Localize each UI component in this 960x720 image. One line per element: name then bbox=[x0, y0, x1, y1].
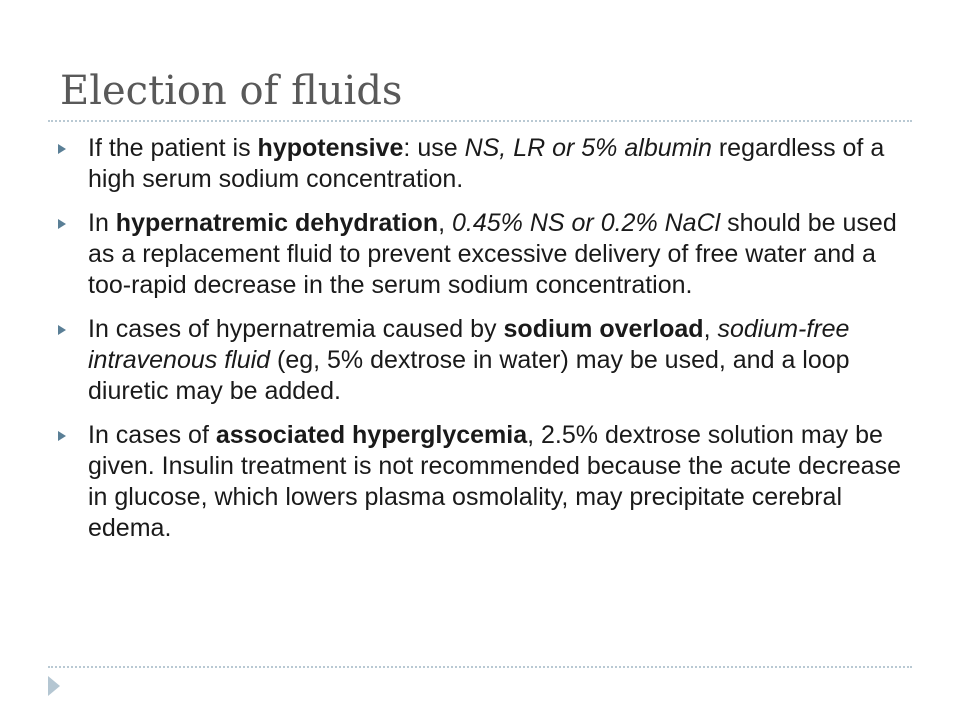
triangle-bullet-icon bbox=[58, 219, 66, 229]
slide-title: Election of fluids bbox=[60, 68, 403, 114]
bullet-text-bold: sodium overload bbox=[503, 315, 704, 343]
bullet-text-part: In cases of bbox=[88, 421, 216, 449]
bullet-text-bold: hypernatremic dehydration bbox=[115, 209, 439, 237]
bullet-text-italic: 0.45% NS or 0.2% NaCl bbox=[452, 209, 721, 237]
bullet-text-bold: hypotensive bbox=[257, 134, 404, 162]
bullet-text-part: , bbox=[703, 315, 718, 343]
bullet-text-italic: NS, LR or 5% albumin bbox=[464, 134, 712, 162]
bullet-text bbox=[88, 209, 897, 299]
play-arrow-icon[interactable] bbox=[48, 676, 60, 696]
bullet-text-part: : use bbox=[403, 134, 465, 162]
bullet-list bbox=[58, 133, 920, 557]
bullet-text-part: , 2.5% dextrose solution may be given. Insulin treatment is not recommended because the acute decrease in glucose, which lowers plasma osmolality, may precipitate cerebral edema. bbox=[88, 421, 901, 542]
triangle-bullet-icon bbox=[58, 325, 66, 335]
bullet-item bbox=[58, 133, 920, 195]
bullet-text-bold: associated hyperglycemia bbox=[215, 421, 528, 449]
bullet-text-part: regardless of a high serum sodium concentration. bbox=[88, 134, 885, 193]
bullet-text-part: should be used as a replacement fluid to prevent excessive delivery of free water and a too-rapid decrease in the serum sodium concentration. bbox=[88, 209, 897, 299]
bullet-text-italic: sodium-free intravenous fluid bbox=[88, 315, 850, 374]
bullet-text bbox=[88, 134, 884, 193]
title-divider bbox=[48, 120, 912, 122]
bullet-text-part: In bbox=[88, 209, 116, 237]
bullet-text bbox=[88, 421, 901, 542]
bullet-item bbox=[58, 314, 920, 407]
bullet-item bbox=[58, 208, 920, 301]
bullet-text-part: , bbox=[438, 209, 453, 237]
bullet-item bbox=[58, 420, 920, 544]
bullet-text bbox=[88, 315, 850, 405]
bullet-text-part: If the patient is bbox=[88, 134, 258, 162]
footer-divider bbox=[48, 666, 912, 668]
bullet-text-part: In cases of hypernatremia caused by bbox=[88, 315, 504, 343]
triangle-bullet-icon bbox=[58, 431, 66, 441]
bullet-text-part: (eg, 5% dextrose in water) may be used, and a loop diuretic may be added. bbox=[88, 346, 850, 405]
triangle-bullet-icon bbox=[58, 144, 66, 154]
